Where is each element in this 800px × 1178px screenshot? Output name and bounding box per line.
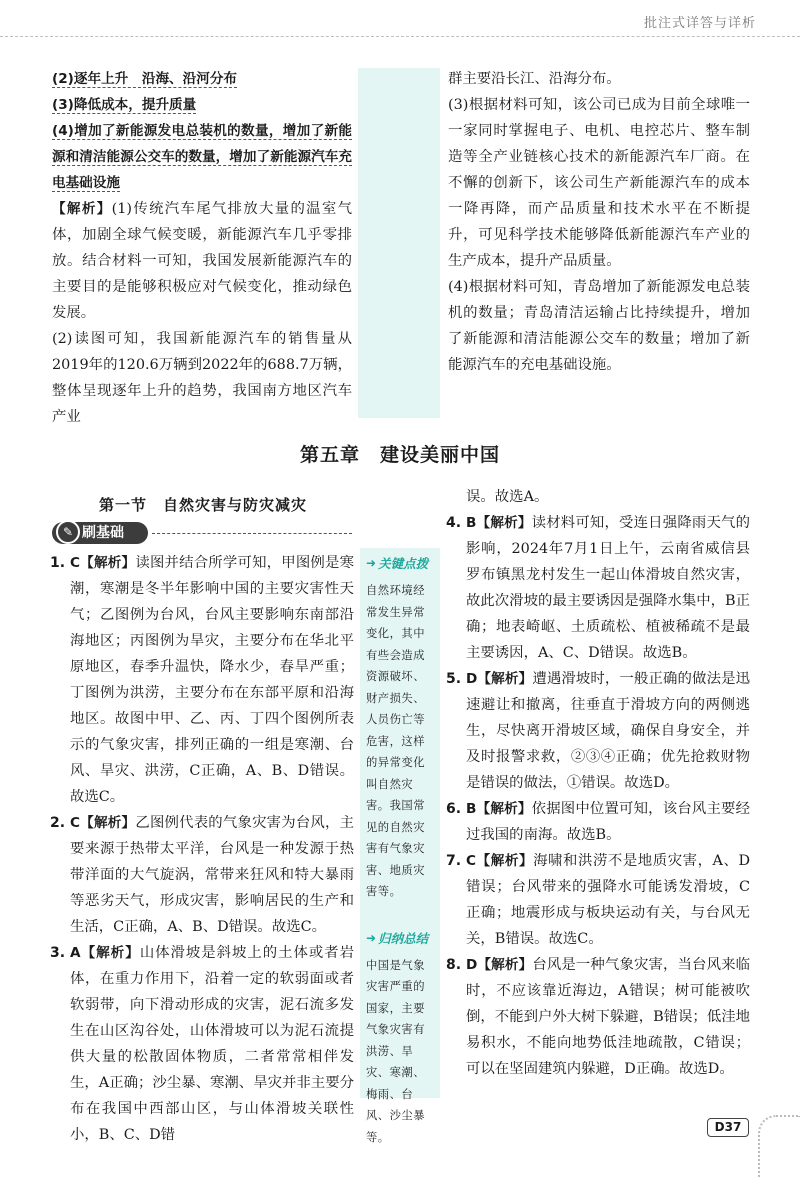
tips-sidebar [360,548,440,1144]
analysis-paragraph-3: (3)根据材料可知，该公司已成为目前全球唯一一家同时掌握电子、电机、电控芯片、整车制造等全产业链核心技术的新能源汽车厂商。在不懈的创新下，该公司生产新能源汽车的成本一降再降，而产品质量和技术水平在不断提升，可见科学技术能够降低新能源汽车产业的生产成本，提升产品质量。 [448,97,750,269]
analysis-paragraph-1: 【解析】(1)传统汽车尾气排放大量的温室气体，加剧全球气候变暖，新能源汽车几乎零排放。结合材料一可知，我国发展新能源汽车的主要目的是能够积极应对气候变化，推动绿色发展。 [52,201,352,321]
analysis-paragraph-2: (2)读图可知，我国新能源汽车的销售量从2019年的120.6万辆到2022年的688.7万辆，整体呈现逐年上升的趋势，我国南方地区汽车产业 [52,331,352,425]
top-sidebar-band [358,68,440,418]
question-item: 3. A【解析】山体滑坡是斜坡上的土体或者岩体，在重力作用下，沿着一定的软弱面或者软弱带，向下滑动形成的灾害，泥石流多发生在山区沟谷处，山体滑坡可以为泥石流提供大量的松散固体物质，二者常常相伴发生，A正确；沙尘暴、寒潮、旱灾并非主要分布在我国中西部山区，与山体滑坡关联性小，B、C、D错 [50,940,354,1148]
question-continuation: 误。故选A。 [466,489,549,505]
question-number: 5. [446,671,462,687]
key-tips-body: 自然环境经常发生异常变化，其中有些会造成资源破坏、财产损失、人员伤亡等危害，这样的异常变化叫自然灾害。我国常见的自然灾害有气象灾害、地质灾害等。 [366,584,425,898]
question-item: 2. C【解析】乙图例代表的气象灾害为台风，主要来源于热带太平洋，台风是一种发源于热带洋面的大气旋涡，常带来狂风和特大暴雨等恶劣天气，形成灾害，影响居民的生产和生活，C正确，A、B、D错误。故选C。 [50,810,354,940]
question-item: 8. D【解析】台风是一种气象灾害，当台风来临时，不应该靠近海边，A错误；树可能被吹倒，不能到户外大树下躲避，B错误；低洼地易积水，不能向地势低洼地疏散，C错误；可以在坚固建筑内躲避，D正确。故选D。 [446,952,750,1082]
summary-heading: ➜ 归纳总结 [366,930,429,946]
question-item: 4. B【解析】读材料可知，受连日强降雨天气的影响，2024年7月1日上午，云南省威信县罗布镇黑龙村发生一起山体滑坡自然灾害，故此次滑坡的最主要诱因是强降水集中，B正确；地表崎岖、土质疏松、植被稀疏不是最主要诱因，A、C、D错误。故选B。 [446,510,750,666]
badge-pill: 刷基础 [52,522,148,544]
question-number: 4. [446,515,462,531]
page-number: D37 [707,1118,749,1137]
section-title: 第一节 自然灾害与防灾减灾 [98,496,307,514]
analysis-paragraph-4: (4)根据材料可知，青岛增加了新能源发电总装机的数量；青岛清洁运输占比持续提升，增加了新能源和清洁能源公交车的数量；增加了新能源汽车的充电基础设施。 [448,279,750,373]
arrow-icon: ➜ [366,930,377,945]
top-left-column [52,66,352,430]
lower-right-column [446,484,750,1082]
question-number: 6. [446,801,462,817]
badge-divider [152,533,352,534]
answer-line-3: (3)降低成本，提升质量 [52,97,197,113]
question-number: 8. [446,957,462,973]
question-item: 5. D【解析】遭遇滑坡时，一般正确的做法是迅速避让和撤离，往垂直于滑坡方向的两侧逃生，尽快离开滑坡区域，确保自身安全，并及时报警求救，②③④正确；优先抢救财物是错误的做法，①错误。故选D。 [446,666,750,796]
pencil-icon: ✎ [56,520,80,544]
key-tips-heading: ➜ 关键点拨 [366,556,429,571]
lower-left-column [50,550,354,1148]
question-number: 3. [50,945,66,961]
chapter-title: 第五章 建设美丽中国 [299,444,500,466]
question-item: 7. C【解析】海啸和洪涝不是地质灾害，A、D错误；台风带来的强降水可能诱发滑坡，C正确；地震形成与板块运动有关，与台风无关，B错误。故选C。 [446,848,750,952]
question-number: 2. [50,815,66,831]
answer-line-2: (2)逐年上升 沿海、沿河分布 [52,71,238,87]
question-item: 1. C【解析】读图并结合所学可知，甲图例是寒潮，寒潮是冬半年影响中国的主要灾害性天气；乙图例为台风，台风主要影响东南部沿海地区；丙图例为旱灾，主要分布在华北平原地区，春季升温快，降水少，春旱严重；丁图例为洪涝，主要分布在东部平原和沿海地区。故图中甲、乙、丙、丁四个图例所表示的气象灾害，排列正确的一组是寒潮、台风、旱灾、洪涝，C正确，A、B、D错误。故选C。 [50,550,354,810]
arrow-icon: ➜ [366,556,377,570]
top-right-column [448,66,750,378]
page-header-title: 批注式详答与详析 [643,16,756,31]
question-item: 6. B【解析】依据图中位置可知，该台风主要经过我国的南海。故选B。 [446,796,750,848]
header-divider [0,36,800,37]
question-number: 1. [50,555,66,571]
answer-line-4: (4)增加了新能源发电总装机的数量，增加了新能源和清洁能源公交车的数量，增加了新能源汽车充电基础设施 [52,123,352,191]
question-number: 7. [446,853,462,869]
corner-decoration [758,1115,800,1178]
analysis-continuation: 群主要沿长江、沿海分布。 [448,71,621,87]
summary-body: 中国是气象灾害严重的国家，主要气象灾害有洪涝、旱灾、寒潮、梅雨、台风、沙尘暴等。 [366,958,425,1144]
basic-practice-badge [52,520,352,546]
